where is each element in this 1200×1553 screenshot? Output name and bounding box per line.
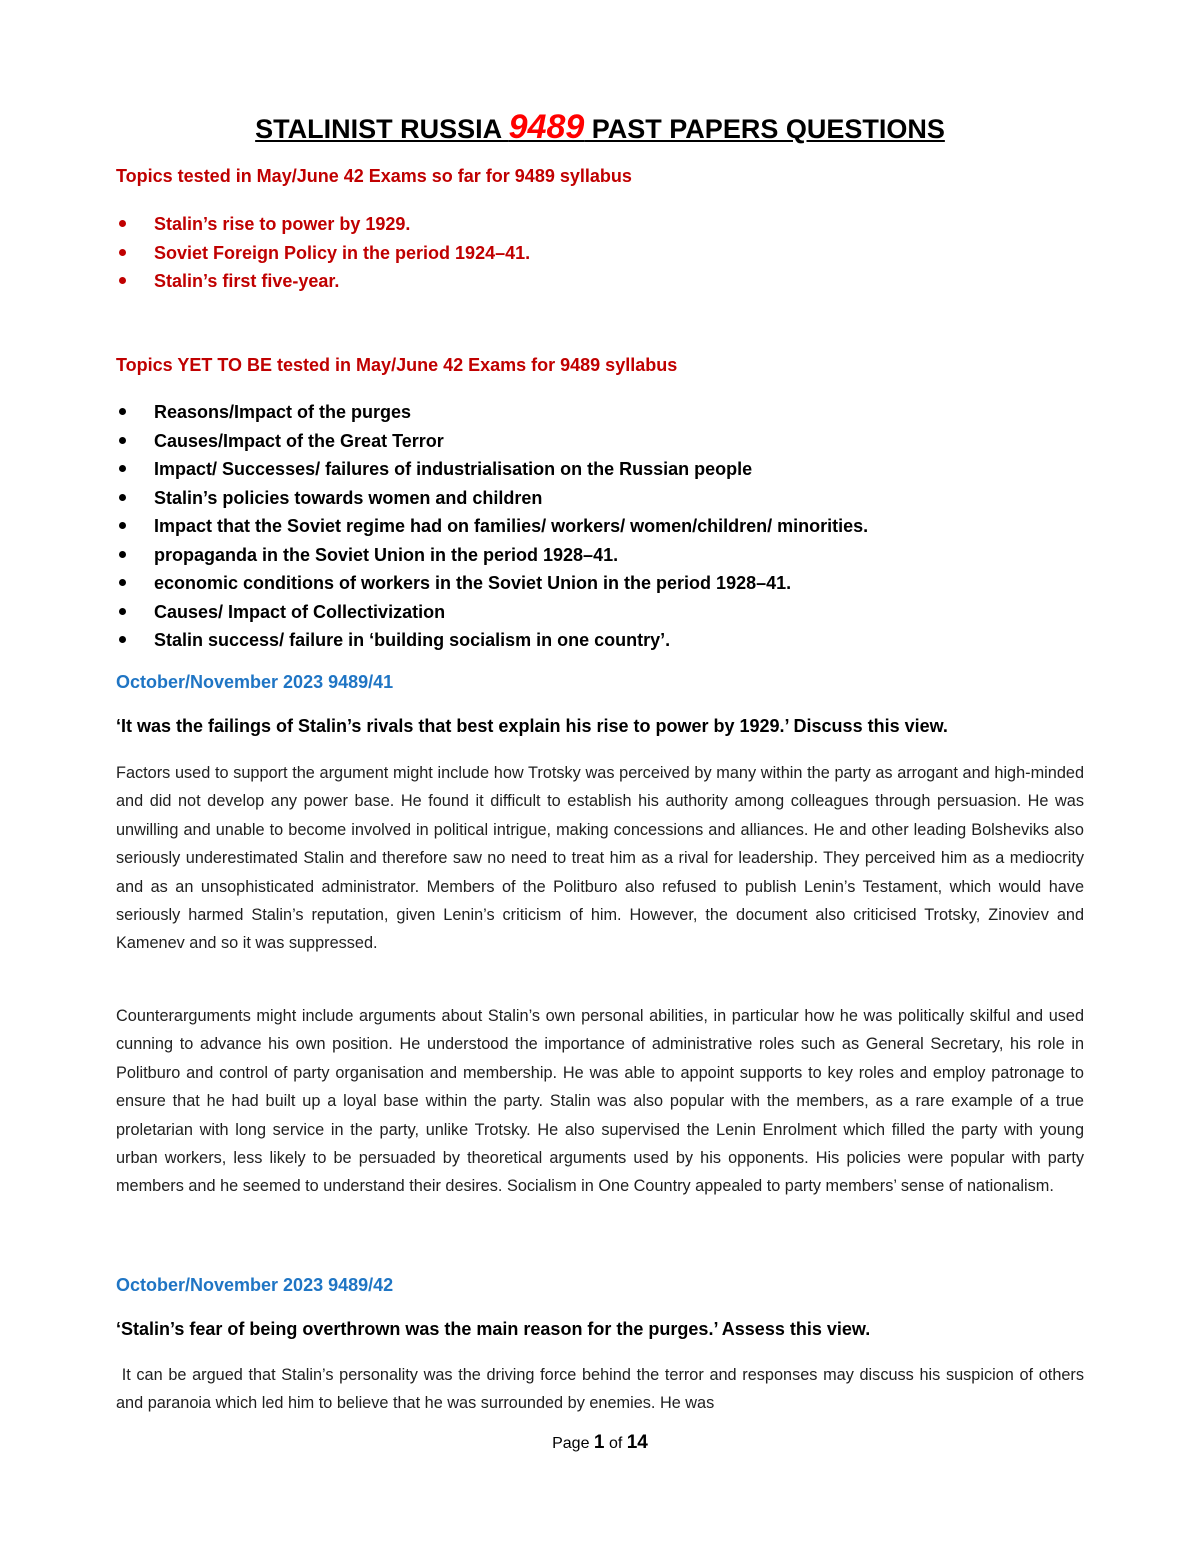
question-42: ‘Stalin’s fear of being overthrown was the main reason for the purges.’ Assess this view. — [116, 1319, 871, 1339]
section-heading-41: October/November 2023 9489/41 — [116, 672, 394, 692]
title-suffix: PAST PAPERS QUESTIONS — [584, 114, 945, 144]
list-item: Impact that the Soviet regime had on families/ workers/ women/children/ minorities. — [116, 512, 868, 541]
list-item: Causes/ Impact of Collectivization — [116, 598, 868, 627]
bullet-icon — [119, 608, 126, 615]
answer-paragraph-41-support: Factors used to support the argument might include how Trotsky was perceived by many within the party as arrogant and high-minded and did not develop any power base. He found it difficult to establish his authority among colleagues through persuasion. He was unwilling and unable to become involved in political intrigue, making concessions and alliances. He and other leading Bolsheviks also seriously underestimated Stalin and therefore saw no need to treat him as a rival for leadership. They perceived him as a mediocrity and as an unsophisticated administrator. Members of the Politburo also refused to publish Lenin’s Testament, which would have seriously harmed Stalin’s reputation, given Lenin’s criticism of him. However, the document also criticised Trotsky, Zinoviev and Kamenev and so it was suppressed. — [116, 764, 1084, 953]
page-number: 1 — [593, 1432, 605, 1453]
page-label: Page — [552, 1435, 594, 1452]
untested-topics-list — [116, 398, 868, 655]
section-heading-42: October/November 2023 9489/42 — [116, 1275, 394, 1295]
untested-topics-heading: Topics YET TO BE tested in May/June 42 Exams for 9489 syllabus — [116, 355, 678, 375]
list-item: propaganda in the Soviet Union in the period 1928–41. — [116, 541, 868, 570]
list-item: economic conditions of workers in the Soviet Union in the period 1928–41. — [116, 569, 868, 598]
of-label: of — [604, 1435, 627, 1452]
list-item: Stalin’s policies towards women and children — [116, 484, 868, 513]
tested-topics-list — [116, 210, 530, 296]
question-41: ‘It was the failings of Stalin’s rivals that best explain his rise to power by 1929.’ Discuss this view. — [116, 716, 948, 736]
list-item: Stalin’s first five-year. — [116, 267, 530, 296]
bullet-icon — [119, 494, 126, 501]
list-item: Stalin’s rise to power by 1929. — [116, 210, 530, 239]
answer-paragraph-41-counter: Counterarguments might include arguments about Stalin’s own personal abilities, in particular how he was politically skilful and used cunning to advance his own position. He understood the importance of administrative roles such as General Secretary, his role in Politburo and control of party organisation and membership. He was able to appoint supports to key roles and employ patronage to ensure that he had built up a loyal base within the party. Stalin was also popular with the members, as a rare example of a true proletarian with long service in the party, unlike Trotsky. He also supervised the Lenin Enrolment which filled the party with young urban workers, less likely to be persuaded by theoretical arguments used by his opponents. His policies were popular with party members and he seemed to understand their desires. Socialism in One Country appealed to party members’ sense of nationalism. — [116, 1007, 1084, 1196]
bullet-icon — [119, 437, 126, 444]
title-prefix: STALINIST RUSSIA — [255, 114, 509, 144]
list-item: Stalin success/ failure in ‘building socialism in one country’. — [116, 626, 868, 655]
list-item: Reasons/Impact of the purges — [116, 398, 868, 427]
tested-topics-heading: Topics tested in May/June 42 Exams so far for 9489 syllabus — [116, 166, 632, 186]
answer-paragraph-42: It can be argued that Stalin’s personality was the driving force behind the terror and responses may discuss his suspicion of others and paranoia which led him to believe that he was surrounded by enemies. He was — [116, 1366, 1089, 1413]
bullet-icon — [119, 579, 126, 586]
bullet-icon — [119, 551, 126, 558]
page-title — [0, 108, 1200, 147]
bullet-icon — [119, 277, 126, 284]
list-item: Soviet Foreign Policy in the period 1924–41. — [116, 239, 530, 268]
bullet-icon — [119, 522, 126, 529]
list-item: Impact/ Successes/ failures of industrialisation on the Russian people — [116, 455, 868, 484]
page-total: 14 — [626, 1432, 648, 1453]
bullet-icon — [119, 220, 126, 227]
page-footer — [0, 1432, 1200, 1454]
list-item: Causes/Impact of the Great Terror — [116, 427, 868, 456]
bullet-icon — [119, 249, 126, 256]
bullet-icon — [119, 408, 126, 415]
bullet-icon — [119, 465, 126, 472]
title-number: 9489 — [508, 108, 585, 146]
bullet-icon — [119, 636, 126, 643]
